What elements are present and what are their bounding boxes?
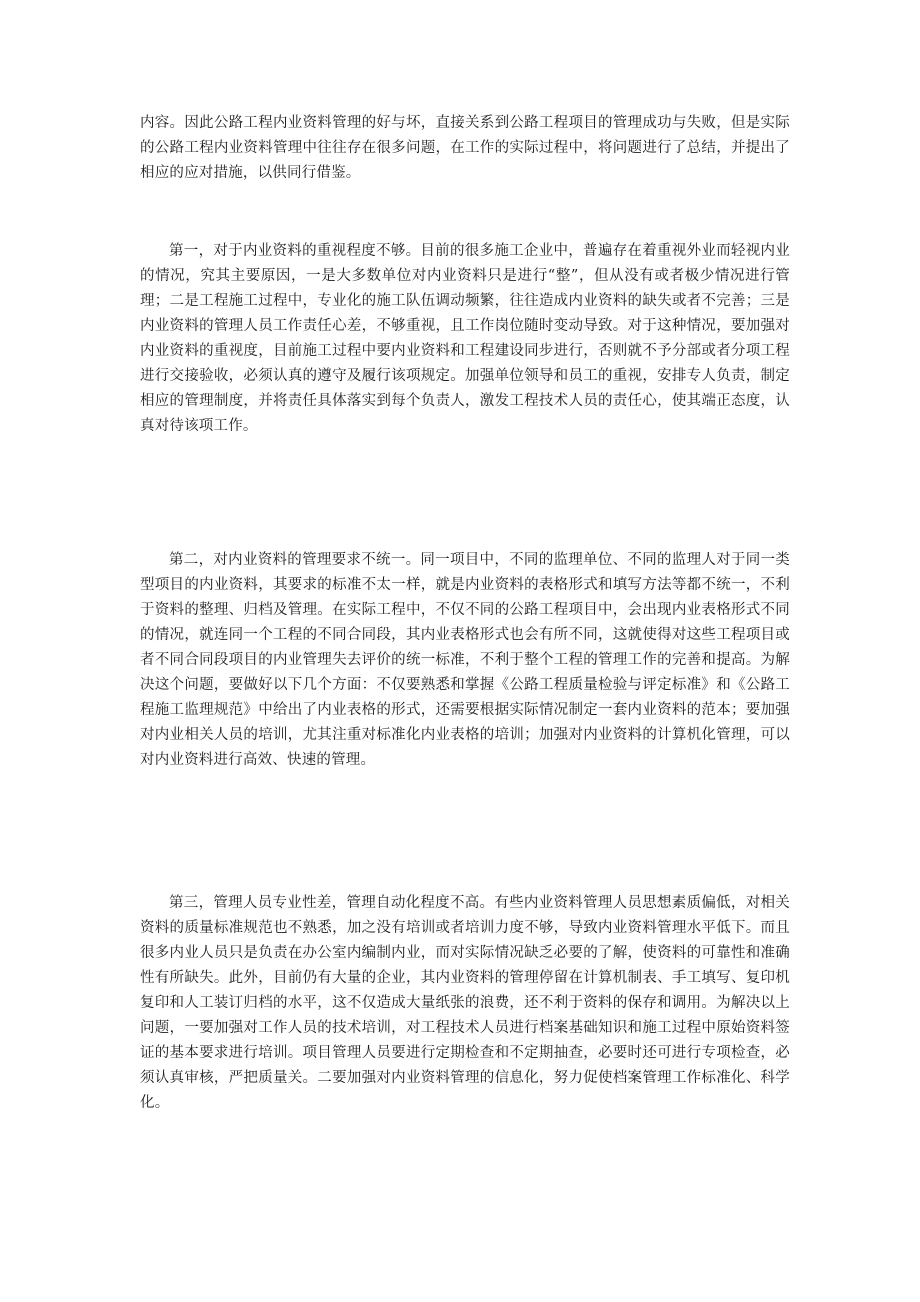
paragraph-third-issue: 第三，管理人员专业性差，管理自动化程度不高。有些内业资料管理人员思想素质偏低，对相关资料的质量标准规范也不熟悉，加之没有培训或者培训力度不够，导致内业资料管理水平低下。而且很多内业人员只是负责在办公室内编制内业，而对实际情况缺乏必要的了解，使资料的可靠性和准确性有所缺失。此外，目前仍有大量的企业，其内业资料的管理停留在计算机制表、手工填写、复印机复印和人工装订归档的水平，这不仅造成大量纸张的浪费，还不利于资料的保存和调用。为解决以上问题，一要加强对工作人员的技术培训，对工程技术人员进行档案基础知识和施工过程中原始资料签证的基本要求进行培训。项目管理人员要进行定期检查和不定期抽查，必要时还可进行专项检查，必须认真审核，严把质量关。二要加强对内业资料管理的信息化，努力促使档案管理工作标准化、科学化。 xyxy=(140,895,790,1111)
paragraph-second-issue: 第二，对内业资料的管理要求不统一。同一项目中，不同的监理单位、不同的监理人对于同一类型项目的内业资料，其要求的标准不太一样，就是内业资料的表格形式和填写方法等都不统一，不利于资料的整理、归档及管理。在实际工程中，不仅不同的公路工程项目中，会出现内业表格形式不同的情况，就连同一个工程的不同合同段，其内业表格形式也会有所不同，这就使得对这些工程项目或者不同合同段项目的内业管理失去评价的统一标准，不利于整个工程的管理工作的完善和提高。为解决这个问题，要做好以下几个方面：不仅要熟悉和掌握《公路工程质量检验与评定标准》和《公路工程施工监理规范》中给出了内业表格的形式，还需要根据实际情况制定一套内业资料的范本；要加强对内业相关人员的培训，尤其注重对标准化内业表格的培训；加强对内业资料的计算机化管理，可以对内业资料进行高效、快速的管理。 xyxy=(140,552,790,768)
paragraph-intro-continued: 内容。因此公路工程内业资料管理的好与坏，直接关系到公路工程项目的管理成功与失败，但是实际的公路工程内业资料管理中往往存在很多问题，在工作的实际过程中，将问题进行了总结，并提出了相应的应对措施，以供同行借鉴。 xyxy=(140,115,790,181)
paragraph-first-issue: 第一，对于内业资料的重视程度不够。目前的很多施工企业中，普遍存在着重视外业而轻视内业的情况，究其主要原因，一是大多数单位对内业资料只是进行“整”，但从没有或者极少情况进行管理；二是工程施工过程中，专业化的施工队伍调动频繁，往往造成内业资料的缺失或者不完善；三是内业资料的管理人员工作责任心差，不够重视，且工作岗位随时变动导致。对于这种情况，要加强对内业资料的重视度，目前施工过程中要内业资料和工程建设同步进行，否则就不予分部或者分项工程进行交接验收，必须认真的遵守及履行该项规定。加强单位领导和员工的重视，安排专人负责，制定相应的管理制度，并将责任具体落实到每个负责人，激发工程技术人员的责任心，使其端正态度，认真对待该项工作。 xyxy=(140,243,790,434)
